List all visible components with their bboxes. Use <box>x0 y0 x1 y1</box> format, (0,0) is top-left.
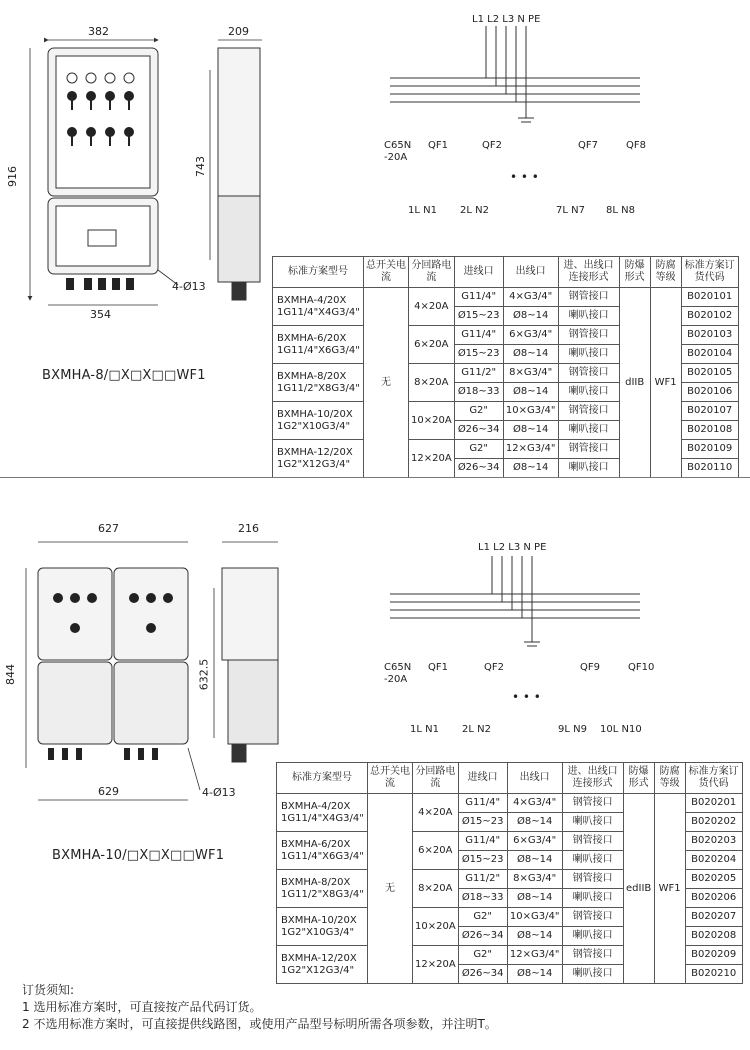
table-row: Ø26~34 Ø8~14 喇叭接口 B020108 <box>273 421 739 440</box>
breaker-qf: QF9 <box>580 662 600 673</box>
header-cell: 标准方案型号 <box>277 763 368 794</box>
header-cell: 防腐等级 <box>650 257 681 288</box>
circuit-out: 10L N10 <box>600 724 642 735</box>
circuit-out: 2L N2 <box>462 724 491 735</box>
breaker-qf: QF2 <box>484 662 504 673</box>
circuit-out: 9L N9 <box>558 724 587 735</box>
header-cell: 出线口 <box>503 257 558 288</box>
width-top-label: 627 <box>98 522 119 535</box>
table-row: Ø18~33 Ø8~14 喇叭接口 B020106 <box>273 383 739 402</box>
height-label: 844 <box>4 664 17 685</box>
header-cell: 进、出线口连接形式 <box>558 257 619 288</box>
width-bottom-label: 629 <box>98 785 119 798</box>
table-row: BXMHA-4/20X 1G11/4"X4G3/4" 无 4×20A G11/4" 4×G3/4" 钢管接口 edIIB WF1 B020201 <box>277 794 743 813</box>
hole-label: 4-Ø13 <box>172 280 206 293</box>
table-row: Ø26~34 Ø8~14 喇叭接口 B020110 <box>273 459 739 478</box>
model-code: BXMHA-8/□X□X□□WF1 <box>42 368 206 383</box>
table-row: Ø15~23 Ø8~14 喇叭接口 B020204 <box>277 851 743 870</box>
table-row: BXMHA-12/20X 1G2"X12G3/4" 12×20A G2" 12×G3/4" 钢管接口 B020109 <box>273 440 739 459</box>
table-row: BXMHA-8/20X 1G11/2"X8G3/4" 8×20A G11/2" 8×G3/4" 钢管接口 B020205 <box>277 870 743 889</box>
table-row: BXMHA-10/20X 1G2"X10G3/4" 10×20A G2" 10×G3/4" 钢管接口 B020207 <box>277 908 743 927</box>
front-view-enclosure <box>48 48 158 274</box>
breaker-qf: QF10 <box>628 662 655 673</box>
header-cell: 出线口 <box>507 763 562 794</box>
table-row: BXMHA-4/20X 1G11/4"X4G3/4" 无 4×20A G11/4" 4×G3/4" 钢管接口 dIIB WF1 B020101 <box>273 288 739 307</box>
width-top-label: 382 <box>88 25 109 38</box>
notes-line-2: 2 不选用标准方案时，可直接提供线路图，或使用产品型号标明所需各项参数，并注明T。 <box>22 1017 497 1031</box>
breaker-qf: QF1 <box>428 140 448 151</box>
bus-labels: L1 L2 L3 N PE <box>478 542 547 553</box>
header-cell: 进、出线口连接形式 <box>562 763 623 794</box>
side-view-enclosure <box>222 568 278 762</box>
width-bottom-label: 354 <box>90 308 111 321</box>
inner-height-label: 632.5 <box>197 658 211 691</box>
spec-table-1 <box>272 256 739 478</box>
wiring-diagram <box>390 26 640 122</box>
circuit-out: 2L N2 <box>460 205 489 216</box>
header-cell: 防爆形式 <box>619 257 650 288</box>
breaker-qf: QF1 <box>428 662 448 673</box>
spec-table-2 <box>276 762 743 984</box>
table-row: Ø15~23 Ø8~14 喇叭接口 B020102 <box>273 307 739 326</box>
breaker-qf: QF8 <box>626 140 646 151</box>
breaker-type: C65N <box>384 140 412 151</box>
table-row: Ø18~33 Ø8~14 喇叭接口 B020206 <box>277 889 743 908</box>
table-row: BXMHA-8/20X 1G11/2"X8G3/4" 8×20A G11/2" 8×G3/4" 钢管接口 B020105 <box>273 364 739 383</box>
table-row: BXMHA-6/20X 1G11/4"X6G3/4" 6×20A G11/4" 6×G3/4" 钢管接口 B020203 <box>277 832 743 851</box>
breaker-type: C65N <box>384 662 412 673</box>
depth-label: 209 <box>228 25 249 38</box>
circuit-out: 1L N1 <box>410 724 439 735</box>
inner-height-label: 743 <box>194 156 207 177</box>
table-row: Ø26~34 Ø8~14 喇叭接口 B020208 <box>277 927 743 946</box>
bus-labels: L1 L2 L3 N PE <box>472 14 541 25</box>
header-cell: 分回路电流 <box>409 257 455 288</box>
breaker-rating: -20A <box>384 152 408 163</box>
header-cell: 进线口 <box>454 257 503 288</box>
model-code: BXMHA-10/□X□X□□WF1 <box>52 848 225 863</box>
breaker-qf: QF7 <box>578 140 598 151</box>
table-row: BXMHA-12/20X 1G2"X12G3/4" 12×20A G2" 12×G3/4" 钢管接口 B020209 <box>277 946 743 965</box>
order-notes <box>22 982 497 1033</box>
header-cell: 标准方案订货代码 <box>681 257 738 288</box>
table-row: BXMHA-10/20X 1G2"X10G3/4" 10×20A G2" 10×G3/4" 钢管接口 B020107 <box>273 402 739 421</box>
table-row: BXMHA-6/20X 1G11/4"X6G3/4" 6×20A G11/4" 6×G3/4" 钢管接口 B020103 <box>273 326 739 345</box>
height-label: 916 <box>6 166 19 187</box>
header-cell: 防腐等级 <box>654 763 685 794</box>
side-view-enclosure <box>218 48 260 300</box>
header-cell: 标准方案订货代码 <box>685 763 742 794</box>
depth-label: 216 <box>238 522 259 535</box>
table-row: Ø26~34 Ø8~14 喇叭接口 B020210 <box>277 965 743 984</box>
ellipsis: • • • <box>512 690 541 704</box>
header-cell: 总开关电流 <box>368 763 413 794</box>
header-cell: 进线口 <box>458 763 507 794</box>
breaker-rating: -20A <box>384 674 408 685</box>
breaker-qf: QF2 <box>482 140 502 151</box>
notes-title: 订货须知: <box>22 983 75 997</box>
hole-label: 4-Ø13 <box>202 786 236 799</box>
ellipsis: • • • <box>510 170 539 184</box>
header-cell: 分回路电流 <box>413 763 459 794</box>
notes-line-1: 1 选用标准方案时，可直接按产品代码订货。 <box>22 1000 262 1014</box>
header-cell: 总开关电流 <box>364 257 409 288</box>
header-cell: 防爆形式 <box>623 763 654 794</box>
wiring-diagram <box>390 556 640 646</box>
section-bxmha-10 <box>0 478 750 978</box>
circuit-out: 7L N7 <box>556 205 585 216</box>
table-row: Ø15~23 Ø8~14 喇叭接口 B020104 <box>273 345 739 364</box>
circuit-out: 1L N1 <box>408 205 437 216</box>
circuit-out: 8L N8 <box>606 205 635 216</box>
section-bxmha-8 <box>0 0 750 478</box>
header-cell: 标准方案型号 <box>273 257 364 288</box>
table-row: Ø15~23 Ø8~14 喇叭接口 B020202 <box>277 813 743 832</box>
